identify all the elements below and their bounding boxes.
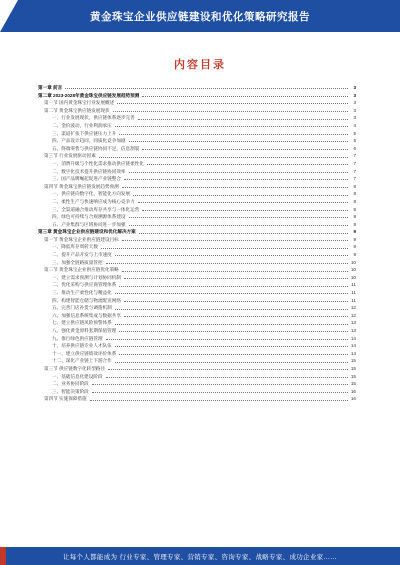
toc-leader-dots [124, 316, 348, 317]
toc-leader-dots [119, 331, 348, 332]
toc-leader-dots [90, 400, 348, 401]
toc-entry[interactable] [38, 190, 356, 198]
toc-entry-page: 7 [353, 160, 356, 166]
toc-entry-label: 第三节 行业发展驱动因素 [44, 153, 96, 159]
toc-entry[interactable] [38, 243, 356, 251]
toc-leader-dots [129, 172, 348, 173]
toc-entry[interactable] [38, 365, 356, 373]
toc-entry[interactable] [38, 84, 356, 92]
toc-leader-dots [115, 293, 348, 294]
toc-entry-label: 三、全渠道融合推动库存共享与一体化运营 [52, 206, 140, 212]
toc-entry[interactable] [38, 297, 356, 305]
toc-entry[interactable] [38, 388, 356, 396]
toc-entry-label: 二、优化采购与供应商管理体系 [52, 282, 117, 288]
toc-entry-label: 第四节 实施保障措施 [44, 396, 87, 402]
toc-entry-page: 9 [353, 229, 356, 235]
toc-leader-dots [115, 126, 348, 127]
toc-entry-label: 一、消费升级与个性化需求推动供应链柔性化 [52, 160, 144, 166]
toc-entry[interactable] [38, 145, 356, 153]
toc-entry-label: 二、业务协同阶段 [52, 381, 89, 387]
toc-entry-page: 12 [350, 305, 356, 311]
toc-entry[interactable] [38, 319, 356, 327]
toc-entry-page: 8 [353, 221, 356, 227]
toc-leader-dots [122, 187, 348, 188]
toc-leader-dots [129, 141, 348, 142]
toc-entry-page: 3 [353, 92, 356, 98]
toc-entry-page: 5 [353, 130, 356, 136]
toc-entry[interactable] [38, 395, 356, 403]
toc-leader-dots [115, 346, 348, 347]
toc-entry[interactable] [38, 183, 356, 191]
toc-leader-dots [122, 240, 348, 241]
report-title: 黄金珠宝企业供应链建设和优化策略研究报告 [90, 11, 310, 23]
toc-leader-dots [101, 248, 348, 249]
toc-leader-dots [124, 179, 348, 180]
toc-entry-label: 第四节 黄金珠宝供应链发展趋势预测 [44, 183, 119, 189]
toc-entry-label: 四、绿色可持续与合规溯源体系建设 [52, 214, 126, 220]
toc-entry-label: 三、国产品牌崛起促进产业链整合 [52, 176, 121, 182]
toc-entry-page: 13 [350, 328, 356, 333]
toc-entry-page: 13 [350, 320, 356, 326]
toc-entry-page: 9 [353, 244, 356, 250]
toc-entry-page: 14 [350, 350, 356, 356]
toc-entry-page: 12 [350, 312, 356, 318]
toc-leader-dots [147, 164, 348, 165]
toc-entry-page: 15 [350, 358, 356, 364]
toc-entry-page: 7 [353, 176, 356, 182]
footer-slogan: 让每个人都能成为 行业专家、管理专家、营销专家、咨询专家、战略专家、成功企业家…… [62, 554, 338, 561]
toc-leader-dots [119, 134, 348, 135]
toc-entry[interactable] [38, 114, 356, 122]
toc-leader-dots [129, 225, 348, 226]
toc-entry[interactable] [38, 99, 356, 107]
toc-entry-page: 8 [353, 198, 356, 204]
toc-leader-dots [142, 96, 348, 97]
toc-leader-dots [138, 202, 348, 203]
toc-entry[interactable] [38, 342, 356, 350]
footer-banner [0, 547, 400, 565]
toc-entry-page: 11 [351, 282, 356, 288]
toc-entry-label: 第二章 2023-2028年黄金珠宝供应链发展趋势预测 [38, 92, 140, 98]
toc-entry-page: 16 [350, 396, 356, 402]
toc-entry[interactable] [38, 304, 356, 312]
table-of-contents [38, 84, 356, 403]
toc-leader-dots [115, 255, 348, 256]
toc-leader-dots [115, 309, 348, 310]
toc-entry-label: 一、行业发展现状，供应链体系逐步完善 [52, 115, 135, 121]
toc-entry[interactable] [38, 221, 356, 229]
toc-entry-page: 8 [353, 183, 356, 189]
toc-leader-dots [106, 377, 348, 378]
toc-entry[interactable] [38, 137, 356, 145]
toc-entry[interactable] [38, 357, 356, 365]
toc-entry-page: 3 [353, 115, 356, 121]
toc-entry-page: 14 [350, 335, 356, 341]
toc-entry-label: 第一节 黄金珠宝企业供应链建设目标 [44, 236, 119, 242]
toc-entry[interactable] [38, 251, 356, 259]
toc-entry[interactable] [38, 206, 356, 214]
toc-entry-label: 四、产品设计趋同，同质化竞争加剧 [52, 138, 126, 144]
toc-entry-label: 一、降低库存周转天数 [52, 244, 98, 250]
toc-entry[interactable] [38, 228, 356, 236]
toc-leader-dots [124, 278, 348, 279]
toc-entry-label: 第一节 国内黄金珠宝行业发展概述 [44, 100, 115, 106]
toc-leader-dots [119, 286, 348, 287]
toc-entry-label: 一、建立需求预测与计划协同机制 [52, 274, 121, 280]
toc-entry-label: 七、建立供应链风险预警体系 [52, 320, 112, 326]
toc-entry-page: 14 [350, 343, 356, 349]
toc-leader-dots [115, 362, 348, 363]
toc-entry[interactable] [38, 266, 356, 274]
toc-entry[interactable] [38, 259, 356, 267]
toc-entry-page: 15 [350, 373, 356, 379]
toc-entry-label: 三、推动生产柔性化与精益化 [52, 290, 112, 296]
toc-entry-page: 7 [353, 153, 356, 159]
toc-leader-dots [122, 271, 348, 272]
toc-leader-dots [138, 119, 348, 120]
toc-entry[interactable] [38, 122, 356, 130]
toc-entry-page: 8 [353, 206, 356, 212]
toc-entry-page: 16 [350, 388, 356, 394]
toc-entry-label: 二、金价波动，行业利润承压 [52, 122, 112, 128]
toc-entry[interactable] [38, 373, 356, 381]
toc-entry-page: 10 [350, 274, 356, 280]
toc-entry[interactable] [38, 380, 356, 388]
toc-leader-dots [113, 111, 348, 112]
toc-entry-page: 15 [350, 381, 356, 387]
toc-entry-label: 九、推行绿色供应链管理 [52, 335, 103, 341]
toc-entry-page: 9 [353, 252, 356, 258]
toc-leader-dots [117, 103, 348, 104]
toc-entry[interactable] [38, 168, 356, 176]
toc-entry-page: 4 [353, 122, 356, 128]
toc-leader-dots [99, 157, 348, 158]
toc-leader-dots [119, 354, 348, 355]
toc-entry-page: 7 [353, 168, 356, 174]
toc-entry-label: 二、柔性生产与快速响应成为核心竞争力 [52, 198, 135, 204]
toc-entry-label: 十二、深化产业链上下游合作 [52, 358, 112, 364]
toc-entry-label: 二、提升产品开发与上市速度 [52, 252, 112, 258]
toc-leader-dots [133, 195, 348, 196]
toc-entry-label: 第三节 供应链数字化转型路径 [44, 365, 105, 371]
toc-entry-label: 五、产业集群与区域协同进一步加强 [52, 221, 126, 227]
toc-entry[interactable] [38, 107, 356, 115]
toc-entry-label: 十一、建立供应链绩效评价体系 [52, 350, 117, 356]
toc-entry-label: 第二节 黄金珠宝企业供应链优化策略 [44, 267, 119, 273]
toc-entry-page: 10 [350, 267, 356, 273]
toc-leader-dots [115, 324, 348, 325]
toc-entry[interactable] [38, 327, 356, 335]
toc-entry-label: 四、构建智能仓储与物流配送网络 [52, 297, 121, 303]
toc-entry-page: 10 [350, 259, 356, 265]
toc-leader-dots [142, 210, 348, 211]
toc-entry[interactable] [38, 274, 356, 282]
toc-entry[interactable] [38, 236, 356, 244]
toc-entry-label: 八、强化黄金原料套期保值管理 [52, 328, 117, 333]
toc-leader-dots [92, 392, 348, 393]
toc-leader-dots [108, 369, 348, 370]
toc-entry-label: 六、加强信息系统集成与数据共享 [52, 312, 121, 318]
toc-leader-dots [92, 384, 348, 385]
toc-leader-dots [106, 263, 348, 264]
toc-entry-page: 11 [351, 290, 356, 296]
toc-entry[interactable] [38, 175, 356, 183]
toc-entry-page: 11 [351, 297, 356, 303]
toc-entry-label: 三、智能决策阶段 [52, 388, 89, 394]
toc-heading: 内容目录 [174, 59, 226, 71]
toc-entry[interactable] [38, 152, 356, 160]
toc-entry-label: 五、终端零售与供应链协同不足，信息割裂 [52, 145, 140, 151]
toc-entry-label: 十、培养供应链专业人才队伍 [52, 343, 112, 349]
toc-entry-label: 五、完善门店补货与调拨机制 [52, 305, 112, 311]
toc-entry-label: 三、加强全链路质量管控 [52, 259, 103, 265]
toc-entry-page: 8 [353, 191, 356, 197]
toc-entry[interactable] [38, 92, 356, 100]
toc-entry-page: 6 [353, 145, 356, 151]
toc-leader-dots [129, 217, 348, 218]
toc-entry-page: 3 [353, 100, 356, 106]
toc-entry[interactable] [38, 335, 356, 343]
toc-entry[interactable] [38, 281, 356, 289]
toc-entry-page: 9 [353, 236, 356, 242]
toc-entry[interactable] [38, 350, 356, 358]
toc-entry[interactable] [38, 289, 356, 297]
toc-entry[interactable] [38, 312, 356, 320]
toc-leader-dots [106, 339, 348, 340]
toc-entry-label: 二、数字化技术提升供应链协同效率 [52, 168, 126, 174]
toc-entry-label: 第三章 黄金珠宝企业供应链建设和优化解决方案 [38, 229, 136, 235]
toc-entry-label: 一、供应链向数字化、智能化方向发展 [52, 191, 131, 197]
toc-entry[interactable] [38, 213, 356, 221]
toc-entry-page: 3 [353, 107, 356, 113]
toc-entry[interactable] [38, 130, 356, 138]
toc-leader-dots [139, 233, 348, 234]
toc-entry-label: 一、基础信息化建设阶段 [52, 373, 103, 379]
toc-entry-page: 5 [353, 138, 356, 144]
toc-leader-dots [65, 88, 348, 89]
header-banner [0, 0, 400, 32]
toc-entry-label: 三、渠道扩张下供应链压力上升 [52, 130, 117, 136]
toc-entry-label: 第二节 黄金珠宝供应链发展现状 [44, 107, 110, 113]
toc-leader-dots [124, 301, 348, 302]
toc-entry-page: 8 [353, 214, 356, 220]
toc-entry[interactable] [38, 160, 356, 168]
toc-leader-dots [142, 149, 348, 150]
toc-entry-page: 3 [353, 85, 356, 90]
toc-entry-label: 第一章 前言 [38, 85, 63, 90]
toc-entry[interactable] [38, 198, 356, 206]
toc-entry-page: 15 [350, 365, 356, 371]
